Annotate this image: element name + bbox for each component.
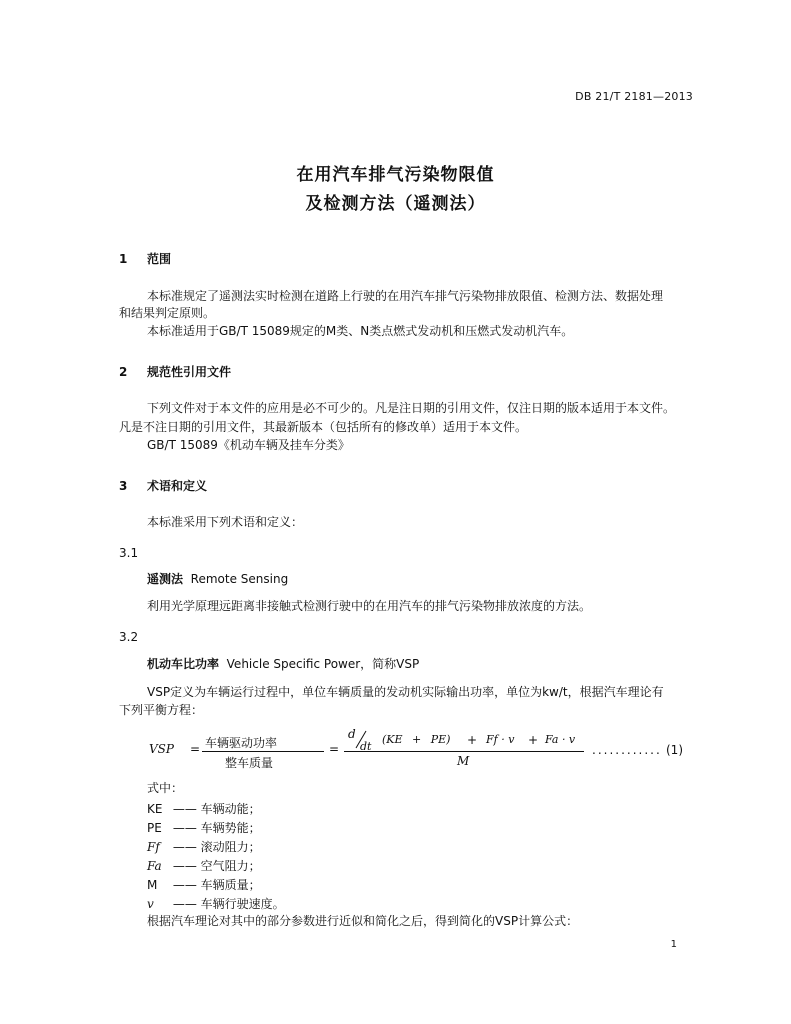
document-title-line1: 在用汽车排气污染物限值 xyxy=(296,165,495,185)
symbol: PE xyxy=(147,821,162,835)
symbol-description: 空气阻力； xyxy=(200,859,261,873)
symbol-description: 车辆势能； xyxy=(200,821,261,835)
fraction-2-denominator: M xyxy=(457,754,470,768)
section-1-paragraph-1: 本标准规定了遥测法实时检测在道路上行驶的在用汽车排气污染物排放限值、检测方法、数据处理 xyxy=(147,289,664,303)
section-1-paragraph-2: 本标准适用于GB/T 15089规定的M类、N类点燃式发动机和压燃式发动机汽车。 xyxy=(147,324,574,338)
definition-row xyxy=(147,895,285,912)
section-2-paragraph-1: 下列文件对于本文件的应用是必不可少的。凡是注日期的引用文件，仅注日期的版本适用于本文件。 xyxy=(147,401,676,415)
symbol-description: 车辆行驶速度。 xyxy=(200,897,285,911)
section-3-heading xyxy=(119,477,207,494)
standard-number: DB 21/T 2181—2013 xyxy=(575,90,693,103)
symbol-description: 车辆质量； xyxy=(200,878,261,892)
fraction-2-bar xyxy=(344,751,584,752)
section-number: 3 xyxy=(119,479,128,493)
derivative-d: d xyxy=(348,727,356,741)
dash: —— xyxy=(172,840,197,854)
definition-row xyxy=(147,857,261,874)
derivative-dt: dt xyxy=(360,740,372,753)
where-closing: 根据汽车理论对其中的部分参数进行近似和简化之后，得到简化的VSP计算公式： xyxy=(147,914,579,928)
term-name: 遥测法 xyxy=(147,572,184,586)
section-1-heading xyxy=(119,250,171,267)
term-3-1-number: 3.1 xyxy=(119,546,139,560)
symbol: KE xyxy=(147,802,163,816)
section-number: 1 xyxy=(119,252,128,266)
section-number: 2 xyxy=(119,365,128,379)
term-3-2-definition-cont: 下列平衡方程： xyxy=(119,703,204,717)
definition-row xyxy=(147,819,261,836)
section-2-heading xyxy=(119,363,231,380)
fraction-1-bar xyxy=(202,751,324,752)
document-title-line2: 及检测方法（遥测法） xyxy=(305,194,486,214)
section-1-paragraph-1-cont: 和结果判定原则。 xyxy=(119,306,216,320)
term-english: Remote Sensing xyxy=(190,572,289,586)
symbol: M xyxy=(147,878,158,892)
term-3-2-title xyxy=(147,656,419,672)
where-label: 式中： xyxy=(147,781,184,795)
dash: —— xyxy=(172,802,197,816)
equals-sign: = xyxy=(190,742,201,756)
section-3-intro: 本标准采用下列术语和定义： xyxy=(147,515,304,529)
symbol: Ff xyxy=(147,840,160,854)
symbol: Fa xyxy=(147,859,162,873)
section-title: 术语和定义 xyxy=(147,479,208,493)
definition-row xyxy=(147,800,261,817)
plus-sign: + xyxy=(467,733,478,747)
symbol-description: 滚动阻力； xyxy=(200,840,261,854)
equation-number: (1) xyxy=(666,743,683,757)
symbol-description: 车辆动能； xyxy=(200,802,261,816)
ke-plus-pe: (KE + PE) xyxy=(382,733,451,746)
term-name: 机动车比功率 xyxy=(147,657,220,671)
section-title: 规范性引用文件 xyxy=(147,365,232,379)
plus-sign: + xyxy=(528,733,539,747)
definition-row xyxy=(147,838,261,855)
leader-dots: ............ xyxy=(592,743,662,757)
section-2-paragraph-1-cont: 凡是不注日期的引用文件，其最新版本（包括所有的修改单）适用于本文件。 xyxy=(119,420,528,434)
section-title: 范围 xyxy=(147,252,172,266)
dash: —— xyxy=(172,859,197,873)
section-2-reference: GB/T 15089《机动车辆及挂车分类》 xyxy=(147,438,350,452)
definition-row xyxy=(147,876,261,893)
term-3-1-title xyxy=(147,571,288,587)
symbol: v xyxy=(147,897,154,911)
fraction-1-denominator: 整车质量 xyxy=(225,756,274,770)
equation-lhs: VSP xyxy=(149,742,174,756)
dash: —— xyxy=(172,878,197,892)
rolling-resistance-term: Ff · v xyxy=(486,733,515,746)
term-3-1-definition: 利用光学原理远距离非接触式检测行驶中的在用汽车的排气污染物排放浓度的方法。 xyxy=(147,599,592,613)
equals-sign: = xyxy=(329,742,340,756)
term-3-2-number: 3.2 xyxy=(119,630,139,644)
fraction-1-numerator: 车辆驱动功率 xyxy=(205,736,278,750)
air-resistance-term: Fa · v xyxy=(545,733,576,746)
term-english: Vehicle Specific Power，简称VSP xyxy=(226,657,420,671)
dash: —— xyxy=(172,821,197,835)
term-3-2-definition: VSP定义为车辆运行过程中，单位车辆质量的发动机实际输出功率，单位为kw/t，根据汽车理论有 xyxy=(147,685,664,699)
dash: —— xyxy=(172,897,197,911)
page-number: 1 xyxy=(670,939,677,950)
